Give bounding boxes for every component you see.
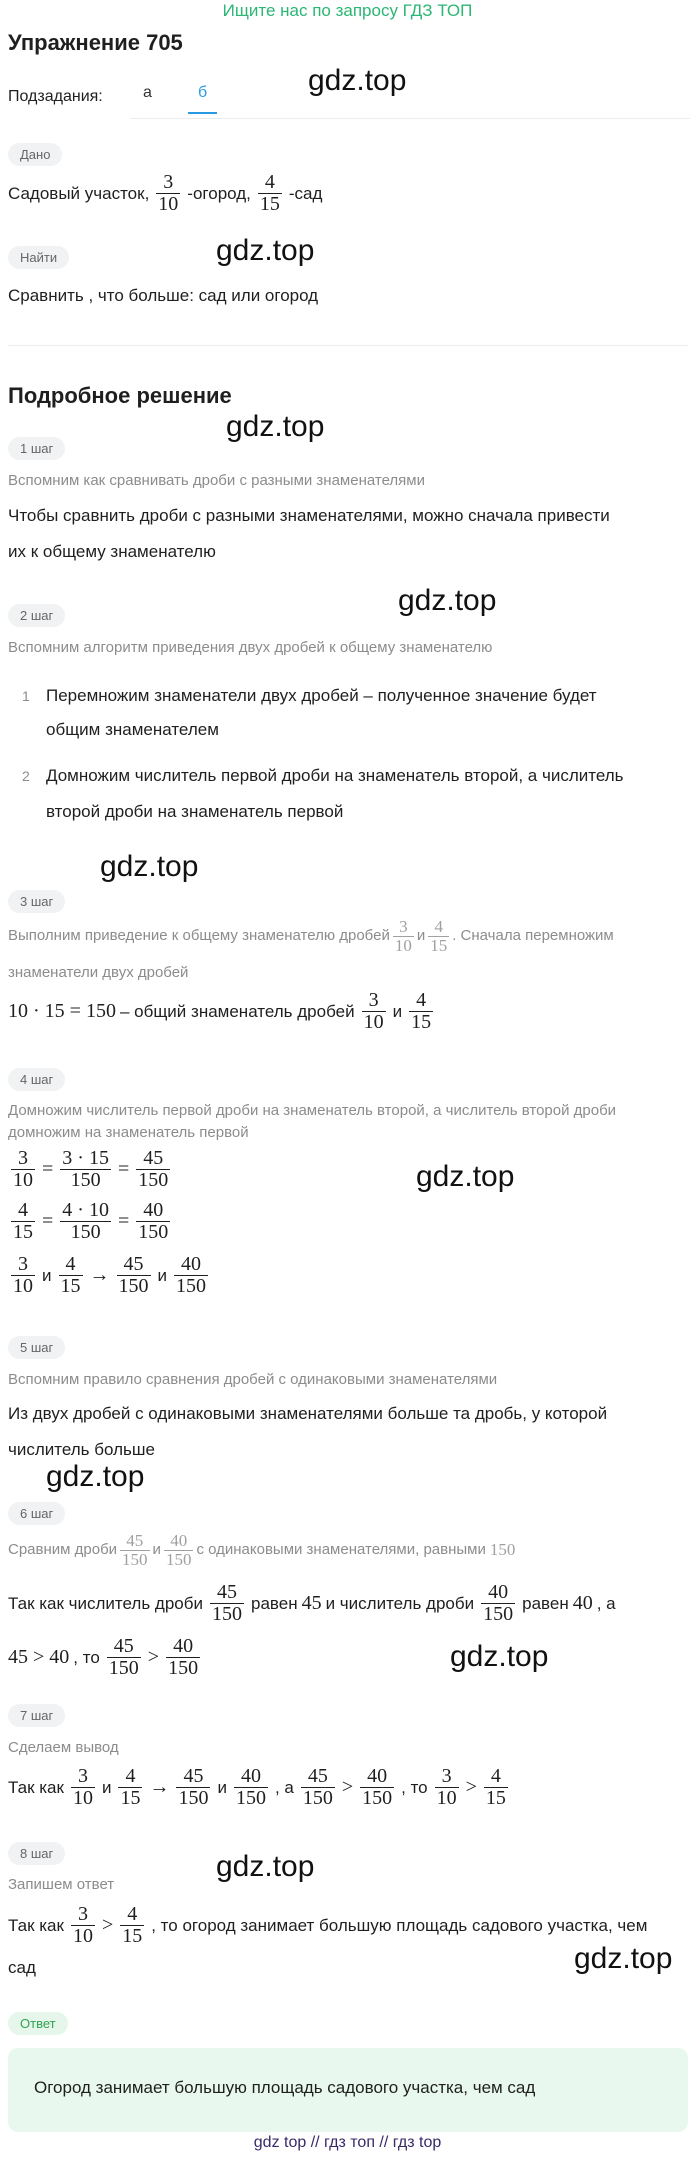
- step-3-chip: 3 шаг: [8, 890, 65, 913]
- fraction: [60, 1148, 111, 1191]
- denominator: 150: [118, 1275, 149, 1297]
- equals-sign: =: [42, 1158, 54, 1180]
- denominator: 15: [411, 1011, 432, 1033]
- numerator: 40: [481, 1582, 515, 1604]
- step-and: и: [157, 1265, 167, 1285]
- fraction: [60, 1200, 111, 1243]
- equation-row: [8, 1200, 173, 1243]
- watermark: gdz.top: [216, 1850, 315, 1883]
- denominator: 150: [483, 1603, 514, 1625]
- greater-sign: >: [465, 1776, 477, 1798]
- step-text: – общий знаменатель дробей: [119, 1001, 355, 1021]
- denominator: 150: [70, 1169, 101, 1191]
- footer-links[interactable]: gdz top // гдз топ // гдз top: [253, 2134, 442, 2151]
- watermark: gdz.top: [308, 64, 407, 97]
- denominator: 150: [138, 1221, 169, 1243]
- step-text: и числитель дроби: [325, 1593, 475, 1613]
- step-1-note: Вспомним как сравнивать дроби с разными знаменателями: [8, 472, 425, 489]
- denominator: 150: [235, 1787, 266, 1809]
- numerator: 40: [164, 1532, 194, 1551]
- note-number: 150: [489, 1540, 516, 1560]
- numerator: 40: [174, 1254, 208, 1276]
- step-and: и: [42, 1265, 52, 1285]
- step-8-row: [8, 1904, 647, 1947]
- find-text: Сравнить , что больше: сад или огород: [8, 286, 319, 305]
- step-1-text: их к общему знаменателю: [8, 542, 216, 561]
- note-text: . Сначала перемножим: [452, 927, 614, 945]
- note-and: и: [152, 1541, 161, 1559]
- watermark: gdz.top: [450, 1640, 549, 1673]
- step-8-chip: 8 шаг: [8, 1842, 65, 1865]
- fraction: [71, 1766, 95, 1809]
- fraction: [107, 1636, 141, 1679]
- list-item-cont: второй дроби на знаменатель первой: [46, 802, 344, 821]
- denominator: 150: [211, 1603, 242, 1625]
- step-3-note: [8, 918, 614, 955]
- numerator: 45: [136, 1148, 170, 1170]
- numerator: 45: [120, 1532, 150, 1551]
- numerator: 4: [409, 990, 433, 1012]
- note-text: Сравним дроби: [8, 1541, 118, 1559]
- step-5-text: Из двух дробей с одинаковыми знаменателями больше та дробь, у которой: [8, 1404, 608, 1423]
- step-4-note: домножим на знаменатель первой: [8, 1124, 249, 1141]
- step-7-row: [8, 1766, 511, 1809]
- fraction: [360, 1766, 394, 1809]
- numerator: 40: [136, 1200, 170, 1222]
- math-expression: 10 · 15 = 150: [8, 1000, 116, 1022]
- denominator: 150: [122, 1549, 148, 1569]
- fraction: [156, 172, 180, 215]
- step-1-chip: 1 шаг: [8, 437, 65, 460]
- step-and: и: [392, 1001, 403, 1021]
- equation-row: [8, 1148, 173, 1191]
- fraction: [136, 1200, 170, 1243]
- step-7-chip: 7 шаг: [8, 1704, 65, 1727]
- step-4-chip: 4 шаг: [8, 1068, 65, 1091]
- denominator: 15: [60, 1275, 81, 1297]
- page-title: Упражнение 705: [8, 30, 183, 55]
- numerator: 45: [117, 1254, 151, 1276]
- step-1-text: Чтобы сравнить дроби с разными знаменателями, можно сначала привести: [8, 506, 610, 525]
- step-text: равен: [522, 1593, 569, 1613]
- step-text: , то огород занимает большую площадь садового участка, чем: [151, 1915, 648, 1935]
- denominator: 15: [13, 1221, 33, 1243]
- given-sad: -сад: [288, 183, 323, 203]
- math-value: 40: [572, 1592, 593, 1614]
- numerator: 3: [11, 1148, 35, 1170]
- step-text: Так как: [8, 1777, 64, 1797]
- fraction: [136, 1148, 170, 1191]
- answer-text: Огород занимает большую площадь садового участка, чем сад: [34, 2078, 536, 2097]
- greater-sign: >: [341, 1776, 354, 1798]
- denominator: 15: [485, 1787, 506, 1809]
- denominator: 150: [165, 1549, 192, 1569]
- search-banner[interactable]: Ищите нас по запросу ГДЗ ТОП: [222, 1, 473, 20]
- step-text: , а: [596, 1593, 616, 1613]
- solution-title: Подробное решение: [8, 383, 232, 408]
- given-prefix: Садовый участок,: [8, 183, 150, 203]
- numerator: 4: [120, 1904, 144, 1926]
- step-text: Так как: [8, 1915, 64, 1935]
- denominator: 150: [168, 1657, 199, 1679]
- numerator: 3 · 15: [62, 1147, 109, 1169]
- numerator: 3: [71, 1904, 95, 1926]
- watermark: gdz.top: [216, 234, 315, 267]
- step-3-row: [8, 990, 436, 1033]
- watermark: gdz.top: [398, 584, 497, 617]
- step-7-note: Сделаем вывод: [8, 1739, 119, 1756]
- denominator: 15: [259, 193, 280, 215]
- fraction: [484, 1766, 508, 1809]
- greater-sign: >: [147, 1646, 160, 1668]
- subtasks-label: Подзадания:: [8, 88, 103, 105]
- numerator: 40: [360, 1766, 394, 1788]
- fraction: [166, 1636, 200, 1679]
- numerator: 40: [234, 1766, 268, 1788]
- watermark: gdz.top: [416, 1160, 515, 1193]
- fraction: [59, 1254, 83, 1297]
- watermark: gdz.top: [100, 850, 199, 883]
- answer-box: [8, 2048, 688, 2132]
- equals-sign: =: [42, 1210, 54, 1232]
- numerator: 45: [301, 1766, 335, 1788]
- fraction: [409, 990, 433, 1033]
- numerator: 4: [118, 1766, 142, 1788]
- denominator: 10: [13, 1275, 33, 1297]
- note-text: Выполним приведение к общему знаменателю дробей: [8, 927, 390, 945]
- watermark: gdz.top: [46, 1460, 145, 1493]
- step-6-chip: 6 шаг: [8, 1502, 65, 1525]
- find-chip: Найти: [8, 246, 69, 269]
- step-6-note: [8, 1532, 515, 1569]
- denominator: 15: [120, 1787, 141, 1809]
- equals-sign: =: [117, 1210, 130, 1232]
- step-text: Так как числитель дроби: [8, 1593, 203, 1613]
- fraction: [393, 918, 414, 955]
- numerator: 4: [428, 918, 449, 937]
- fraction: [71, 1904, 95, 1947]
- step-2-chip: 2 шаг: [8, 604, 65, 627]
- step-8-text: сад: [8, 1958, 36, 1977]
- fraction: [11, 1148, 35, 1191]
- numerator: 45: [107, 1636, 141, 1658]
- denominator: 10: [158, 193, 179, 215]
- denominator: 150: [138, 1169, 169, 1191]
- numerator: 4 · 10: [62, 1199, 109, 1221]
- equation-row: [8, 1254, 211, 1297]
- tab-b[interactable]: б: [188, 84, 217, 114]
- fraction: [11, 1254, 35, 1297]
- fraction: [174, 1254, 208, 1297]
- step-4-note: Домножим числитель первой дроби на знаменатель второй, а числитель второй дроби: [8, 1102, 617, 1119]
- list-item-cont: общим знаменателем: [46, 720, 219, 739]
- denominator: 10: [394, 935, 412, 955]
- denominator: 150: [302, 1787, 333, 1809]
- numerator: 4: [258, 172, 282, 194]
- given-ogorod: -огород,: [187, 183, 251, 203]
- numerator: 4: [484, 1766, 508, 1788]
- step-2-note: Вспомним алгоритм приведения двух дробей к общему знаменателю: [8, 639, 493, 656]
- numerator: 3: [11, 1254, 35, 1276]
- step-5-text: числитель больше: [8, 1440, 155, 1459]
- denominator: 10: [436, 1787, 457, 1809]
- numerator: 3: [156, 172, 180, 194]
- step-text: , то: [73, 1647, 100, 1667]
- denominator: 10: [72, 1787, 93, 1809]
- numerator: 3: [435, 1766, 459, 1788]
- numerator: 3: [71, 1766, 95, 1788]
- step-3-note: знаменатели двух дробей: [8, 964, 189, 981]
- denominator: 10: [13, 1169, 33, 1191]
- step-and: и: [217, 1777, 227, 1797]
- fraction: [11, 1200, 35, 1243]
- numerator: 3: [362, 990, 386, 1012]
- numerator: 3: [393, 918, 414, 937]
- fraction: [120, 1904, 144, 1947]
- denominator: 150: [70, 1221, 101, 1243]
- denominator: 15: [430, 935, 448, 955]
- step-text: равен: [250, 1593, 298, 1613]
- denominator: 150: [108, 1657, 139, 1679]
- note-text: с одинаковыми знаменателями, равными: [196, 1541, 486, 1559]
- answer-chip: Ответ: [8, 2012, 68, 2035]
- math-value: 45: [301, 1592, 322, 1614]
- fraction: [120, 1532, 150, 1569]
- fraction: [117, 1254, 151, 1297]
- step-8-note: Запишем ответ: [8, 1876, 115, 1893]
- equals-sign: =: [117, 1158, 130, 1180]
- step-6-row: [8, 1636, 203, 1679]
- step-5-note: Вспомним правило сравнения дробей с одинаковыми знаменателями: [8, 1371, 498, 1388]
- denominator: 15: [122, 1925, 143, 1947]
- watermark: gdz.top: [226, 410, 325, 443]
- fraction: [210, 1582, 244, 1625]
- fraction: [428, 918, 449, 955]
- fraction: [301, 1766, 335, 1809]
- fraction: [435, 1766, 459, 1809]
- given-row: [8, 172, 322, 215]
- greater-sign: >: [101, 1914, 114, 1936]
- fraction: [176, 1766, 210, 1809]
- numerator: 45: [210, 1582, 244, 1604]
- list-number: 1: [22, 688, 30, 704]
- list-item: [22, 756, 624, 796]
- denominator: 150: [178, 1787, 209, 1809]
- divider: [8, 345, 688, 346]
- fraction: [481, 1582, 515, 1625]
- numerator: 45: [176, 1766, 210, 1788]
- given-chip: Дано: [8, 143, 62, 166]
- tab-a[interactable]: а: [143, 84, 152, 101]
- step-5-chip: 5 шаг: [8, 1336, 65, 1359]
- fraction: [362, 990, 386, 1033]
- fraction: [234, 1766, 268, 1809]
- subtask-tabs: [130, 78, 690, 119]
- arrow-sign: →: [89, 1264, 110, 1286]
- denominator: 150: [176, 1275, 206, 1297]
- numerator: 4: [11, 1200, 35, 1222]
- step-6-row: [8, 1582, 616, 1625]
- denominator: 10: [363, 1011, 384, 1033]
- note-and: и: [416, 927, 426, 945]
- step-text: , то: [401, 1777, 428, 1797]
- list-number: 2: [22, 768, 30, 784]
- denominator: 150: [362, 1787, 393, 1809]
- denominator: 10: [72, 1925, 93, 1947]
- numerator: 40: [166, 1636, 200, 1658]
- fraction: [118, 1766, 142, 1809]
- fraction: [164, 1532, 194, 1569]
- list-text: Перемножим знаменатели двух дробей – полученное значение будет: [46, 686, 597, 705]
- step-text: , а: [274, 1777, 294, 1797]
- numerator: 4: [59, 1254, 83, 1276]
- step-and: и: [101, 1777, 112, 1797]
- math-expression: 45 > 40: [8, 1646, 70, 1668]
- fraction: [258, 172, 282, 215]
- watermark: gdz.top: [574, 1942, 673, 1975]
- list-text: Домножим числитель первой дроби на знаменатель второй, а числитель: [46, 766, 624, 785]
- arrow-sign: →: [149, 1776, 170, 1798]
